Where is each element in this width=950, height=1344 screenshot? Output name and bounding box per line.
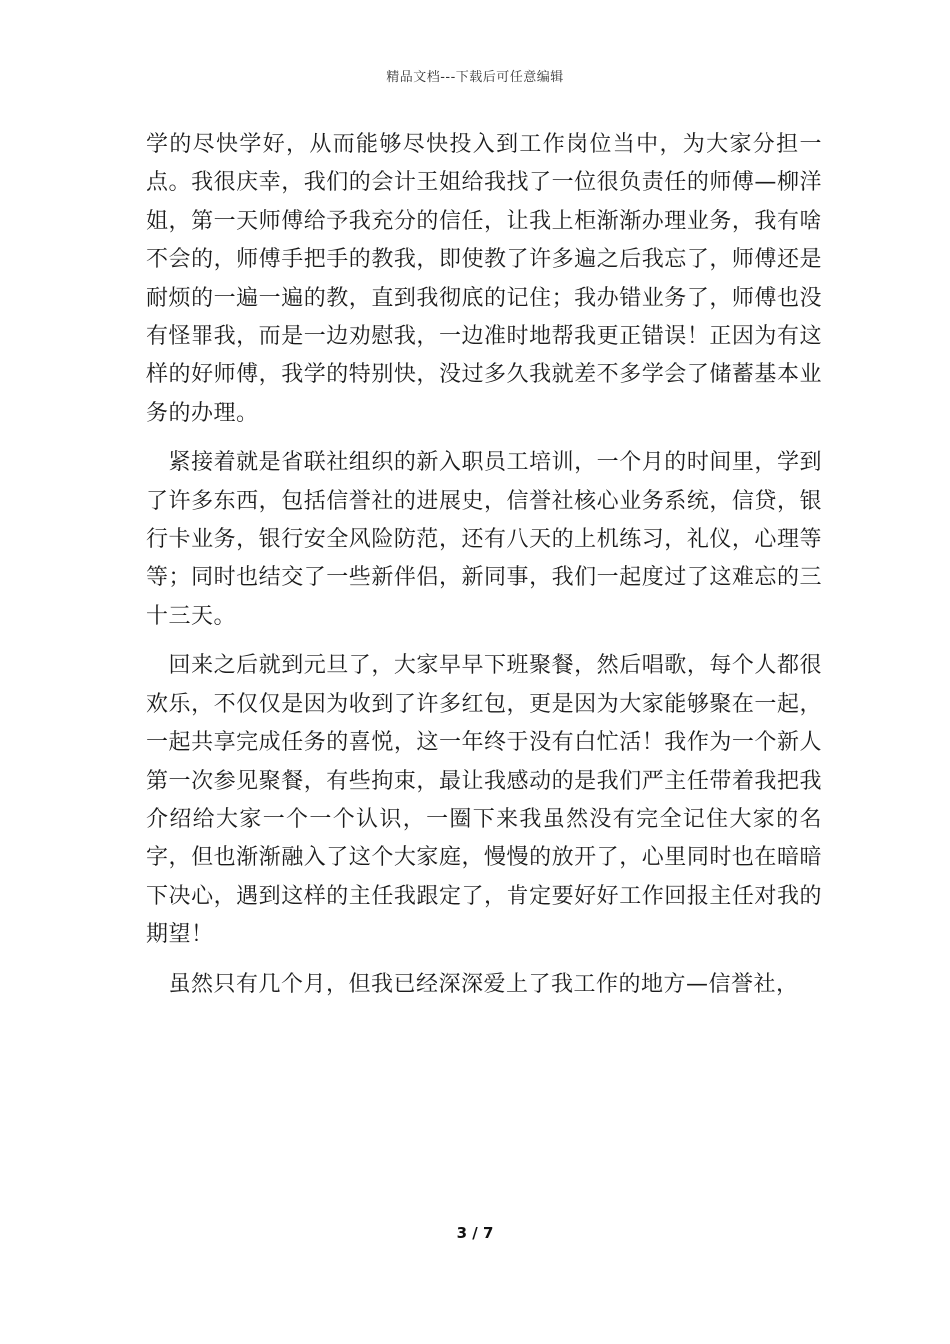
document-body [146,126,822,1004]
page-header: 精品文档---下载后可任意编辑 [386,70,564,85]
paragraph: 回来之后就到元旦了，大家早早下班聚餐，然后唱歌，每个人都很欢乐，不仅仅是因为收到了许多红包，更是因为大家能够聚在一起，一起共享完成任务的喜悦，这一年终于没有白忙活！我作为一个新人第一次参见聚餐，有些拘束，最让我感动的是我们严主任带着我把我介绍给大家一个一个认识，一圈下来我虽然没有完全记住大家的名字，但也渐渐融入了这个大家庭，慢慢的放开了，心里同时也在暗暗下决心，遇到这样的主任我跟定了，肯定要好好工作回报主任对我的期望！ [146,653,822,948]
page-number: 3 / 7 [456,1224,494,1242]
paragraph: 学的尽快学好，从而能够尽快投入到工作岗位当中，为大家分担一点。我很庆幸，我们的会计王姐给我找了一位很负责任的师傅—柳洋姐，第一天师傅给予我充分的信任，让我上柜渐渐办理业务，我有啥不会的，师傅手把手的教我，即使教了许多遍之后我忘了，师傅还是耐烦的一遍一遍的教，直到我彻底的记住；我办错业务了，师傅也没有怪罪我，而是一边劝慰我，一边准时地帮我更正错误！正因为有这样的好师傅，我学的特别快，没过多久我就差不多学会了储蓄基本业务的办理。 [146,132,822,426]
paragraph: 虽然只有几个月，但我已经深深爱上了我工作的地方—信誉社， [146,971,799,997]
paragraph: 紧接着就是省联社组织的新入职员工培训，一个月的时间里，学到了许多东西，包括信誉社的进展史，信誉社核心业务系统，信贷，银行卡业务，银行安全风险防范，还有八天的上机练习，礼仪，心理等等；同时也结交了一些新伴侣，新同事，我们一起度过了这难忘的三十三天。 [146,450,822,629]
